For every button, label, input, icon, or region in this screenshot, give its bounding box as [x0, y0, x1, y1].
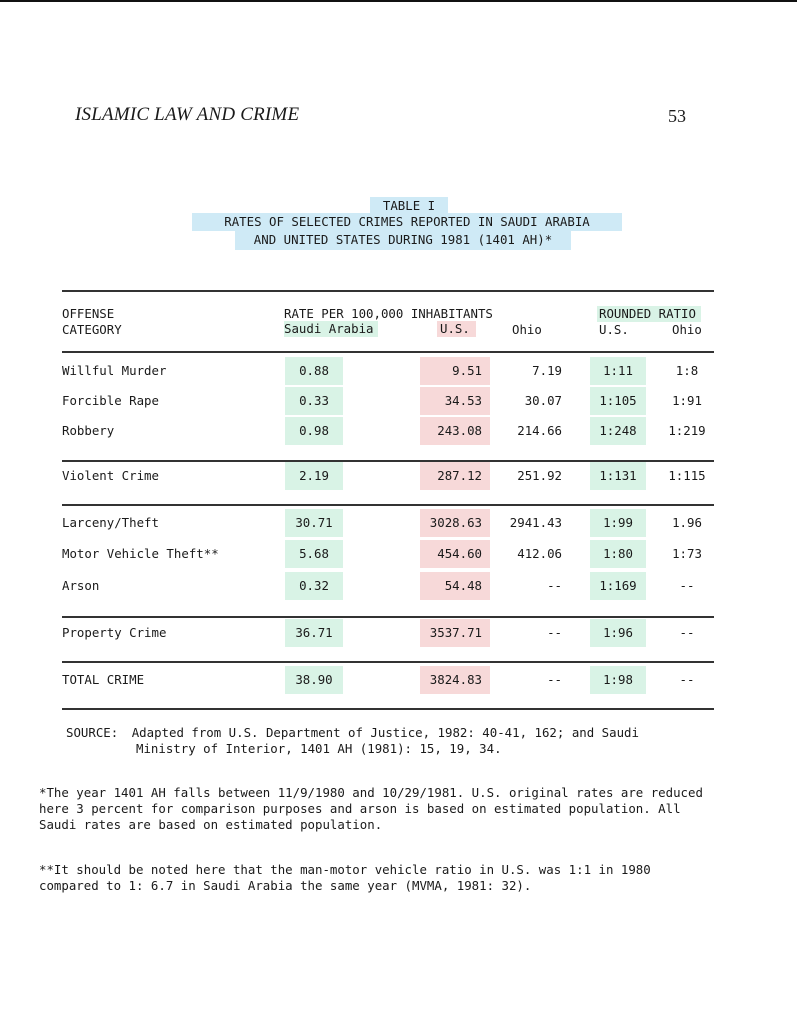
footnote-2-line1: **It should be noted here that the man-motor vehicle ratio in U.S. was 1:1 in 1980 [39, 862, 651, 877]
header-us: U.S. [437, 321, 476, 337]
row-category: Larceny/Theft [62, 515, 159, 530]
row-us-rate: 287.12 [420, 462, 490, 490]
row-ratio-us: 1:99 [590, 509, 646, 537]
row-us-rate: 3537.71 [420, 619, 490, 647]
row-ohio-rate: 2941.43 [509, 515, 562, 530]
row-category: Property Crime [62, 625, 167, 640]
row-ratio-ohio: -- [679, 672, 695, 687]
row-category: Motor Vehicle Theft** [62, 546, 219, 561]
table-caption-line-3: AND UNITED STATES DURING 1981 (1401 AH)* [235, 230, 571, 250]
row-ohio-rate: -- [547, 578, 562, 593]
row-ohio-rate: 412.06 [517, 546, 562, 561]
row-category: TOTAL CRIME [62, 672, 145, 687]
header-bottom-rule [62, 351, 714, 353]
footnote-2-line2: compared to 1: 6.7 in Saudi Arabia the same year (MVMA, 1981: 32). [39, 878, 532, 893]
row-us-rate: 454.60 [420, 540, 490, 568]
row-ohio-rate: -- [547, 672, 562, 687]
header-ratio-ohio: Ohio [672, 322, 702, 337]
row-ratio-ohio: 1:91 [672, 393, 702, 408]
source-label: SOURCE: [66, 725, 119, 740]
row-category: Forcible Rape [62, 393, 159, 408]
row-us-rate: 34.53 [420, 387, 490, 415]
row-us-rate: 9.51 [420, 357, 490, 385]
row-saudi-rate: 36.71 [285, 619, 343, 647]
row-category: Robbery [62, 423, 115, 438]
row-ratio-ohio: -- [679, 625, 695, 640]
row-ratio-us: 1:131 [590, 462, 646, 490]
row-ratio-us: 1:105 [590, 387, 646, 415]
rule-after-arson [62, 616, 714, 618]
row-saudi-rate: 0.98 [285, 417, 343, 445]
footnote-1-line3: Saudi rates are based on estimated population. [39, 817, 383, 832]
page-number: 53 [668, 106, 686, 126]
row-ratio-us: 1:11 [590, 357, 646, 385]
row-ratio-ohio: 1:73 [672, 546, 702, 561]
table-bottom-rule [62, 708, 714, 710]
row-ohio-rate: -- [547, 625, 562, 640]
row-ohio-rate: 251.92 [517, 468, 562, 483]
row-ratio-ohio: 1.96 [672, 515, 702, 530]
footnote-1-line2: here 3 percent for comparison purposes and arson is based on estimated population. All [39, 801, 681, 816]
header-ohio: Ohio [512, 322, 542, 337]
table-caption-line-1: TABLE I [370, 197, 448, 215]
row-ratio-ohio: 1:115 [668, 468, 706, 483]
header-rate-group: RATE PER 100,000 INHABITANTS [284, 306, 493, 321]
table-caption-line-2: RATES OF SELECTED CRIMES REPORTED IN SAUDI ARABIA [192, 213, 622, 231]
row-ratio-us: 1:169 [590, 572, 646, 600]
row-ratio-us: 1:248 [590, 417, 646, 445]
header-saudi: Saudi Arabia [284, 321, 378, 337]
row-ohio-rate: 214.66 [517, 423, 562, 438]
row-ratio-ohio: 1:8 [675, 363, 699, 378]
row-ratio-ohio: 1:219 [668, 423, 706, 438]
row-ratio-ohio: -- [679, 578, 695, 593]
row-saudi-rate: 0.33 [285, 387, 343, 415]
rule-after-violent-crime [62, 504, 714, 506]
rule-after-robbery [62, 460, 714, 462]
running-head: ISLAMIC LAW AND CRIME [75, 104, 300, 125]
row-category: Violent Crime [62, 468, 159, 483]
row-ohio-rate: 7.19 [532, 363, 562, 378]
row-us-rate: 3028.63 [420, 509, 490, 537]
row-us-rate: 54.48 [420, 572, 490, 600]
page-top-border [0, 0, 797, 2]
row-ratio-us: 1:96 [590, 619, 646, 647]
row-us-rate: 243.08 [420, 417, 490, 445]
row-saudi-rate: 30.71 [285, 509, 343, 537]
header-offense-line1: OFFENSE [62, 306, 115, 321]
row-saudi-rate: 0.32 [285, 572, 343, 600]
source-line2: Ministry of Interior, 1401 AH (1981): 15, 19, 34. [136, 741, 502, 756]
source-line1: Adapted from U.S. Department of Justice, 1982: 40-41, 162; and Saudi [131, 725, 639, 740]
footnote-1-line1: *The year 1401 AH falls between 11/9/1980 and 10/29/1981. U.S. original rates are reduced [39, 785, 703, 800]
row-category: Willful Murder [62, 363, 167, 378]
row-saudi-rate: 38.90 [285, 666, 343, 694]
header-ratio-group: ROUNDED RATIO [597, 306, 701, 322]
row-category: Arson [62, 578, 100, 593]
row-saudi-rate: 0.88 [285, 357, 343, 385]
rule-after-property-crime [62, 661, 714, 663]
header-offense-line2: CATEGORY [62, 322, 122, 337]
table-top-rule [62, 290, 714, 292]
row-saudi-rate: 2.19 [285, 462, 343, 490]
row-saudi-rate: 5.68 [285, 540, 343, 568]
table-source [66, 725, 639, 756]
row-ratio-us: 1:98 [590, 666, 646, 694]
row-ohio-rate: 30.07 [524, 393, 562, 408]
header-ratio-us: U.S. [599, 322, 629, 337]
row-us-rate: 3824.83 [420, 666, 490, 694]
row-ratio-us: 1:80 [590, 540, 646, 568]
